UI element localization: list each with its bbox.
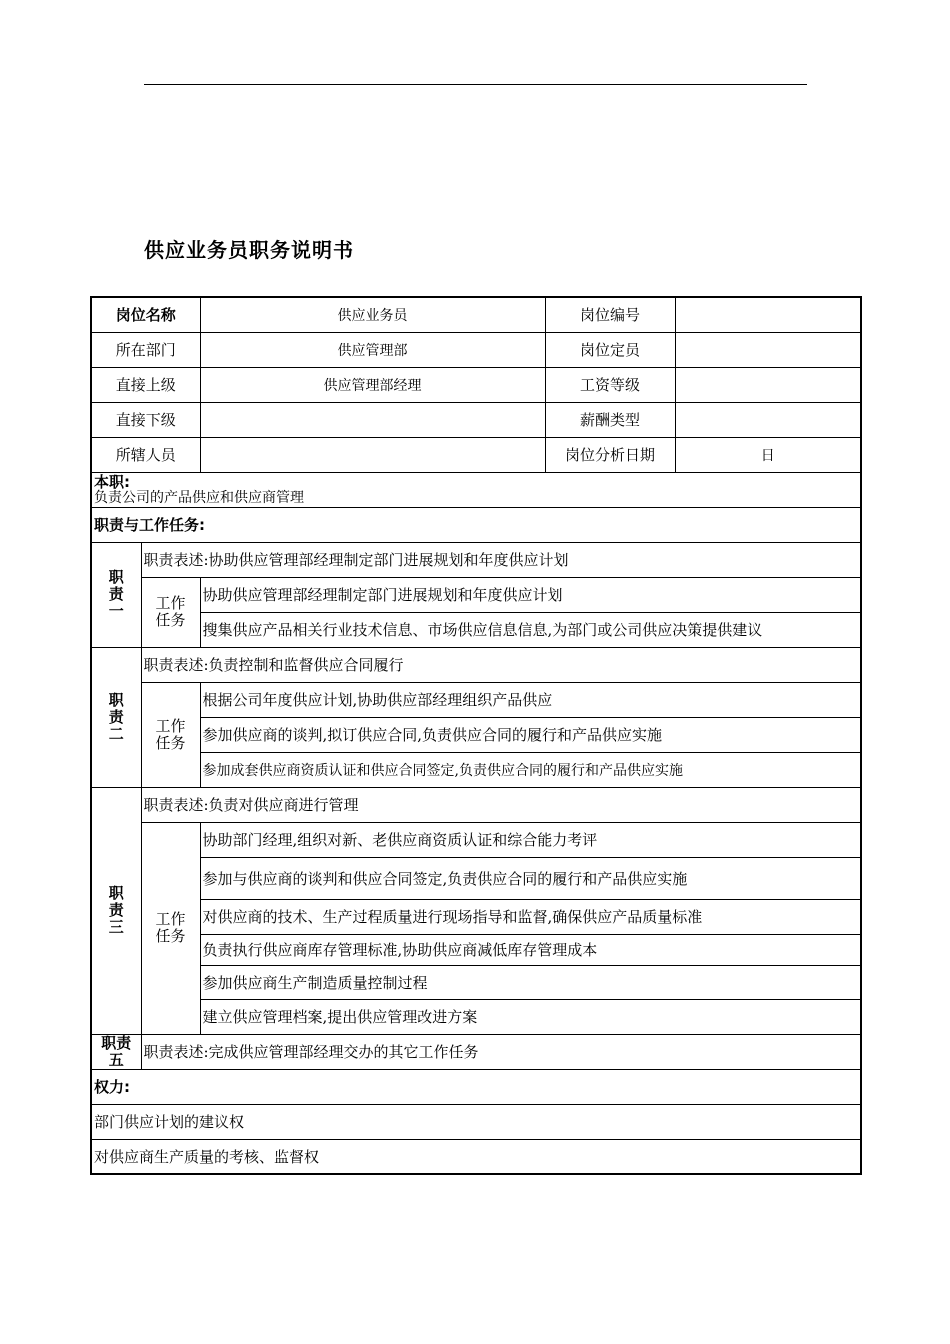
subordinate-label: 直接下级 [91, 402, 200, 437]
task-row [91, 822, 861, 857]
authority-label: 权力: [91, 1069, 861, 1104]
headcount-value [675, 332, 861, 367]
analysis-date-value: 日 [675, 437, 861, 472]
authority-row [91, 1104, 861, 1139]
analysis-date-label: 岗位分析日期 [545, 437, 675, 472]
core-duty-cell [91, 472, 861, 507]
task-row [91, 682, 861, 717]
task-row [91, 899, 861, 934]
basic-info-row [91, 332, 861, 367]
task-item: 参加供应商的谈判,拟订供应合同,负责供应合同的履行和产品供应实施 [200, 717, 861, 752]
department-label: 所在部门 [91, 332, 200, 367]
position-name-label: 岗位名称 [91, 297, 200, 332]
authority-item: 对供应商生产质量的考核、监督权 [91, 1139, 861, 1174]
managed-staff-value [200, 437, 545, 472]
task-item: 根据公司年度供应计划,协助供应部经理组织产品供应 [200, 682, 861, 717]
basic-info-row [91, 437, 861, 472]
task-row [91, 857, 861, 899]
department-value: 供应管理部 [200, 332, 545, 367]
basic-info-row [91, 402, 861, 437]
task-label: 工作 任务 [141, 577, 200, 647]
task-row [91, 752, 861, 787]
duty-3-description: 职责表述:负责对供应商进行管理 [141, 787, 861, 822]
task-item: 建立供应管理档案,提出供应管理改进方案 [200, 999, 861, 1034]
task-row [91, 965, 861, 999]
task-item: 对供应商的技术、生产过程质量进行现场指导和监督,确保供应产品质量标准 [200, 899, 861, 934]
task-item: 搜集供应产品相关行业技术信息、市场供应信息信息,为部门或公司供应决策提供建议 [200, 612, 861, 647]
pay-type-label: 薪酬类型 [545, 402, 675, 437]
page-title: 供应业务员职务说明书 [144, 238, 354, 262]
task-item: 参加与供应商的谈判和供应合同签定,负责供应合同的履行和产品供应实施 [200, 857, 861, 899]
task-row [91, 717, 861, 752]
core-duty-row [91, 472, 861, 507]
duty-3-label: 职 责 三 [91, 787, 141, 1034]
duty-2-description: 职责表述:负责控制和监督供应合同履行 [141, 647, 861, 682]
superior-label: 直接上级 [91, 367, 200, 402]
task-row [91, 999, 861, 1034]
subordinate-value [200, 402, 545, 437]
task-row [91, 577, 861, 612]
duty-row [91, 647, 861, 682]
core-duty-label: 本职: [94, 472, 130, 491]
headcount-label: 岗位定员 [545, 332, 675, 367]
position-code-label: 岗位编号 [545, 297, 675, 332]
job-description-table [90, 296, 862, 1175]
duty-2-label: 职 责 二 [91, 647, 141, 787]
duties-header: 职责与工作任务: [91, 507, 861, 542]
superior-value: 供应管理部经理 [200, 367, 545, 402]
task-row [91, 612, 861, 647]
managed-staff-label: 所辖人员 [91, 437, 200, 472]
task-label: 工作 任务 [141, 822, 200, 1034]
task-item: 参加供应商生产制造质量控制过程 [200, 965, 861, 999]
authority-item: 部门供应计划的建议权 [91, 1104, 861, 1139]
duty-1-label: 职 责 一 [91, 542, 141, 647]
authority-row [91, 1139, 861, 1174]
salary-grade-label: 工资等级 [545, 367, 675, 402]
position-code-value [675, 297, 861, 332]
authority-header-row [91, 1069, 861, 1104]
task-row [91, 934, 861, 965]
salary-grade-value [675, 367, 861, 402]
header-rule [144, 84, 807, 85]
task-item: 协助部门经理,组织对新、老供应商资质认证和综合能力考评 [200, 822, 861, 857]
basic-info-row [91, 367, 861, 402]
duty-row [91, 542, 861, 577]
basic-info-row [91, 297, 861, 332]
duty-5-description: 职责表述:完成供应管理部经理交办的其它工作任务 [141, 1034, 861, 1069]
core-duty-text: 负责公司的产品供应和供应商管理 [94, 489, 304, 506]
duties-header-row [91, 507, 861, 542]
duty-row [91, 787, 861, 822]
task-item: 参加成套供应商资质认证和供应合同签定,负责供应合同的履行和产品供应实施 [200, 752, 861, 787]
duty-1-description: 职责表述:协助供应管理部经理制定部门进展规划和年度供应计划 [141, 542, 861, 577]
task-item: 协助供应管理部经理制定部门进展规划和年度供应计划 [200, 577, 861, 612]
task-item: 负责执行供应商库存管理标准,协助供应商减低库存管理成本 [200, 934, 861, 965]
position-name-value: 供应业务员 [200, 297, 545, 332]
duty-row [91, 1034, 861, 1069]
task-label: 工作 任务 [141, 682, 200, 787]
duty-5-label: 职责 五 [91, 1034, 141, 1069]
pay-type-value [675, 402, 861, 437]
